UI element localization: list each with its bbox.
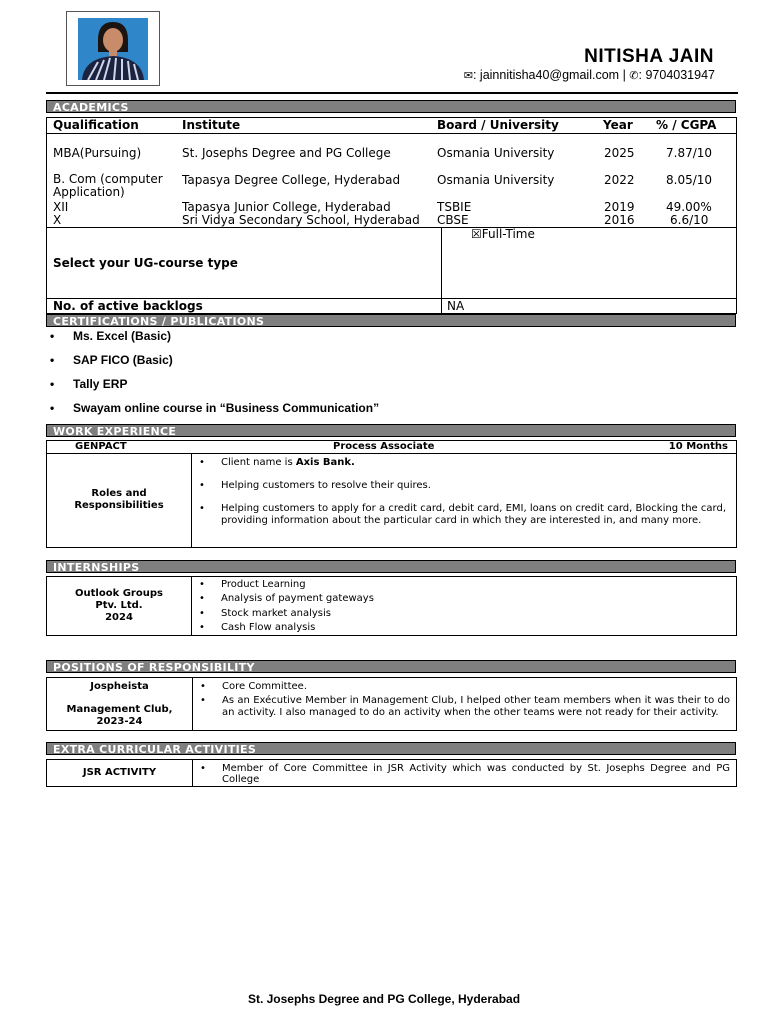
table-row-institute: St. Josephs Degree and PG College	[182, 146, 391, 160]
phone-number: 9704031947	[645, 68, 715, 82]
table-row-year: 2025	[604, 146, 635, 160]
table-row-score: 7.87/10	[666, 146, 713, 160]
certifications-header: CERTIFICATIONS / PUBLICATIONS	[46, 314, 736, 327]
list-item: • Swayam online course in “Business Communication”	[50, 401, 380, 415]
col-year: Year	[603, 118, 633, 132]
list-item: • Helping customers to resolve their quires.	[221, 480, 431, 491]
table-row-qualification: B. Com (computer Application)	[53, 172, 163, 199]
table-row-year: 2019	[604, 200, 635, 214]
positions-header: POSITIONS OF RESPONSIBILITY	[46, 660, 736, 673]
academics-table	[46, 117, 737, 314]
table-row-score: 49.00%	[666, 200, 712, 214]
email-link[interactable]: jainnitisha40@gmail.com	[479, 68, 620, 82]
internships-header: INTERNSHIPS	[46, 560, 736, 573]
backlogs-label: No. of active backlogs	[53, 299, 203, 313]
extracurricular-header: EXTRA CURRICULAR ACTIVITIES	[46, 742, 736, 755]
page-footer: St. Josephs Degree and PG College, Hyderabad	[247, 992, 521, 1006]
table-row-qualification: MBA(Pursuing)	[53, 146, 142, 160]
academics-divider	[47, 227, 736, 228]
table-row-qualification: XII	[53, 200, 69, 214]
table-row-institute: Tapasya Degree College, Hyderabad	[182, 173, 401, 187]
col-qualification: Qualification	[53, 118, 139, 132]
list-item: • Stock market analysis	[221, 608, 331, 619]
list-item: • Analysis of payment gateways	[221, 593, 374, 604]
extracurricular-table	[46, 759, 737, 787]
work-header: WORK EXPERIENCE	[46, 424, 736, 437]
contact-separator: |	[622, 68, 626, 82]
ug-course-label: Select your UG-course type	[53, 256, 238, 270]
table-row-board: TSBIE	[437, 200, 472, 214]
internships-table	[46, 576, 737, 636]
phone-icon: ✆	[629, 70, 639, 82]
col-institute: Institute	[182, 118, 241, 132]
position-org: Jospheista	[90, 681, 149, 692]
col-board: Board / University	[437, 118, 559, 132]
table-row-institute: Sri Vidya Secondary School, Hyderabad	[182, 213, 420, 227]
positions-col-divider	[192, 678, 193, 730]
envelope-icon: ✉	[463, 70, 473, 82]
ug-course-value: Full-Time	[481, 227, 535, 241]
positions-table	[46, 677, 737, 731]
checked-box-icon[interactable]: ☒	[471, 227, 482, 241]
header-rule	[46, 92, 738, 94]
table-row-score: 8.05/10	[666, 173, 713, 187]
work-col-divider	[191, 453, 192, 548]
roles-label: Roles and Responsibilities	[74, 488, 164, 511]
table-row-score: 6.6/10	[670, 213, 709, 227]
table-row-board: CBSE	[437, 213, 469, 227]
list-item: • Ms. Excel (Basic)	[50, 329, 172, 343]
work-divider	[47, 453, 736, 454]
list-item: • Cash Flow analysis	[221, 622, 315, 633]
work-table	[46, 440, 737, 548]
profile-photo-image	[78, 18, 148, 80]
list-item: • Member of Core Committee in JSR Activity which was conducted by St. Josephs Degree and PG College	[222, 763, 730, 785]
work-duration: 10 Months	[668, 441, 728, 452]
table-row-board: Osmania University	[437, 146, 555, 160]
list-item: • Core Committee.	[222, 681, 307, 692]
intern-org: Outlook Groups Ptv. Ltd.	[75, 588, 163, 611]
list-item: • Tally ERP	[50, 377, 128, 391]
academics-header-divider	[47, 133, 736, 134]
list-item: • Product Learning	[221, 579, 306, 590]
table-row-board: Osmania University	[437, 173, 555, 187]
table-row-qualification: X	[53, 213, 62, 227]
activity-name: JSR ACTIVITY	[82, 767, 157, 778]
work-role: Process Associate	[333, 441, 435, 452]
list-item: • As an Exécutive Member in Management Club, I helped other team members when it was their to do an activity. I also managed to do an activity when the other teams were not ready for their activity.	[222, 695, 730, 719]
academics-header: ACADEMICS	[46, 100, 736, 113]
position-club: Management Club, 2023-24	[66, 704, 173, 727]
academics-col-divider	[441, 227, 442, 314]
list-item: • Client name is Axis Bank.	[221, 457, 355, 468]
intern-year: 2024	[105, 612, 133, 623]
list-item: • SAP FICO (Basic)	[50, 353, 173, 367]
table-row-year: 2022	[604, 173, 635, 187]
table-row-year: 2016	[604, 213, 635, 227]
contact-line: ✉: jainnitisha40@gmail.com | ✆: 9704031947	[463, 68, 715, 82]
profile-photo	[66, 11, 160, 86]
candidate-name: NITISHA JAIN	[584, 46, 714, 67]
table-row-institute: Tapasya Junior College, Hyderabad	[182, 200, 391, 214]
backlogs-value: NA	[447, 299, 465, 313]
work-company: GENPACT	[75, 441, 127, 452]
extracurricular-col-divider	[192, 760, 193, 786]
list-item: • Helping customers to apply for a credit card, debit card, EMI, loans on credit card, Blocking the card, providing information about the particular card in which they are interested in, and many more.	[221, 503, 726, 527]
ug-course-option[interactable]	[471, 227, 535, 241]
internships-col-divider	[191, 577, 192, 635]
col-score: % / CGPA	[656, 118, 717, 132]
